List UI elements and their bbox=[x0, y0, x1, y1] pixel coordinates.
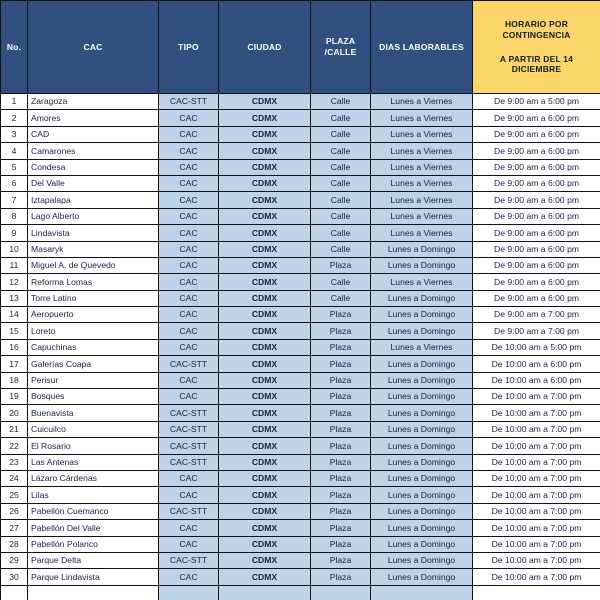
row-cell-plaza[interactable]: Calle bbox=[311, 143, 371, 159]
row-cell-ciudad[interactable]: CDMX bbox=[219, 290, 311, 306]
row-cell-tipo[interactable]: CAC bbox=[159, 520, 219, 536]
row-cell-dias[interactable]: Lunes a Domingo bbox=[371, 520, 473, 536]
row-cell-cac[interactable]: Pabellón Cuemanco bbox=[28, 503, 159, 519]
row-cell-cac[interactable]: Parque Lindavista bbox=[28, 569, 159, 585]
row-cell-dias[interactable]: Lunes a Domingo bbox=[371, 307, 473, 323]
row-cell-ciudad[interactable]: CDMX bbox=[219, 257, 311, 273]
table-row[interactable] bbox=[1, 274, 600, 290]
table-row[interactable] bbox=[1, 438, 600, 454]
row-cell-no[interactable]: 28 bbox=[1, 536, 28, 552]
row-cell-no[interactable]: 11 bbox=[1, 257, 28, 273]
row-cell-no[interactable]: 5 bbox=[1, 159, 28, 175]
row-cell-ciudad[interactable]: CDMX bbox=[219, 208, 311, 224]
row-cell-tipo[interactable]: CAC bbox=[159, 208, 219, 224]
column-header-horario-line3: A PARTIR DEL 14 bbox=[499, 53, 574, 64]
row-cell-tipo[interactable]: CAC bbox=[159, 274, 219, 290]
row-cell-horario[interactable]: De 10:00 am a 7:00 pm bbox=[473, 536, 600, 552]
row-cell-dias[interactable]: Lunes a Domingo bbox=[371, 290, 473, 306]
row-cell-cac[interactable]: Camarones bbox=[28, 143, 159, 159]
row-cell-cac[interactable]: Bosques bbox=[28, 389, 159, 405]
row-cell-tipo[interactable]: CAC bbox=[159, 307, 219, 323]
row-cell-tipo[interactable]: CAC bbox=[159, 257, 219, 273]
row-cell-ciudad[interactable]: CDMX bbox=[219, 94, 311, 110]
row-cell-horario[interactable]: De 9:00 am a 6:00 pm bbox=[473, 159, 600, 175]
row-cell-plaza[interactable]: Plaza bbox=[311, 552, 371, 568]
column-header-plaza-line1: PLAZA bbox=[325, 36, 356, 47]
row-cell-plaza[interactable]: Calle bbox=[311, 290, 371, 306]
row-cell-no[interactable]: 29 bbox=[1, 552, 28, 568]
row-cell-tipo[interactable]: CAC bbox=[159, 470, 219, 486]
row-cell-tipo[interactable]: CAC-STT bbox=[159, 405, 219, 421]
row-cell-horario[interactable]: De 10:00 am a 5:00 pm bbox=[473, 339, 600, 355]
row-cell-cac[interactable]: Masaryk bbox=[28, 241, 159, 257]
row-cell-no[interactable]: 30 bbox=[1, 569, 28, 585]
row-cell-dias[interactable]: Lunes a Domingo bbox=[371, 569, 473, 585]
table-row[interactable] bbox=[1, 470, 600, 486]
row-cell-horario[interactable]: De 9:00 am a 6:00 pm bbox=[473, 208, 600, 224]
row-cell-no[interactable]: 22 bbox=[1, 438, 28, 454]
row-cell-horario[interactable]: De 10:00 am a 7:00 pm bbox=[473, 421, 600, 437]
row-cell-ciudad[interactable]: CDMX bbox=[219, 389, 311, 405]
row-cell-cac[interactable]: Buenavista bbox=[28, 405, 159, 421]
row-cell-plaza[interactable]: Plaza bbox=[311, 372, 371, 388]
row-cell-cac[interactable]: CAD bbox=[28, 126, 159, 142]
row-cell-horario[interactable]: De 9:00 am a 7:00 pm bbox=[473, 323, 600, 339]
column-header-horario-line2: CONTINGENCIA bbox=[502, 29, 571, 40]
row-cell-dias[interactable]: Lunes a Viernes bbox=[371, 110, 473, 126]
row-cell-dias[interactable] bbox=[371, 585, 473, 600]
row-cell-cac[interactable]: Lago Alberto bbox=[28, 208, 159, 224]
row-cell-dias[interactable]: Lunes a Domingo bbox=[371, 241, 473, 257]
row-cell-no[interactable]: 20 bbox=[1, 405, 28, 421]
row-cell-dias[interactable]: Lunes a Viernes bbox=[371, 126, 473, 142]
row-cell-horario[interactable] bbox=[473, 585, 600, 600]
row-cell-tipo[interactable]: CAC bbox=[159, 323, 219, 339]
row-cell-cac[interactable]: Condesa bbox=[28, 159, 159, 175]
table-row[interactable] bbox=[1, 552, 600, 568]
row-cell-no[interactable]: 25 bbox=[1, 487, 28, 503]
row-cell-no[interactable]: 19 bbox=[1, 389, 28, 405]
row-cell-dias[interactable]: Lunes a Domingo bbox=[371, 257, 473, 273]
row-cell-plaza[interactable]: Calle bbox=[311, 175, 371, 191]
row-cell-horario[interactable]: De 9:00 am a 6:00 pm bbox=[473, 274, 600, 290]
table-row[interactable] bbox=[1, 110, 600, 126]
row-cell-tipo[interactable]: CAC-STT bbox=[159, 421, 219, 437]
row-cell-tipo[interactable]: CAC bbox=[159, 569, 219, 585]
row-cell-no[interactable]: 14 bbox=[1, 307, 28, 323]
table-row[interactable] bbox=[1, 307, 600, 323]
row-cell-horario[interactable]: De 10:00 am a 6:00 pm bbox=[473, 356, 600, 372]
row-cell-horario[interactable]: De 10:00 am a 7:00 pm bbox=[473, 520, 600, 536]
row-cell-plaza[interactable]: Plaza bbox=[311, 487, 371, 503]
row-cell-no[interactable]: 24 bbox=[1, 470, 28, 486]
row-cell-ciudad[interactable]: CDMX bbox=[219, 126, 311, 142]
row-cell-dias[interactable]: Lunes a Domingo bbox=[371, 536, 473, 552]
row-cell-plaza[interactable]: Calle bbox=[311, 94, 371, 110]
row-cell-plaza[interactable]: Plaza bbox=[311, 470, 371, 486]
table-row[interactable] bbox=[1, 536, 600, 552]
row-cell-plaza[interactable]: Plaza bbox=[311, 454, 371, 470]
row-cell-cac[interactable]: Lilas bbox=[28, 487, 159, 503]
row-cell-horario[interactable]: De 9:00 am a 6:00 pm bbox=[473, 175, 600, 191]
table-row[interactable] bbox=[1, 192, 600, 208]
row-cell-dias[interactable]: Lunes a Viernes bbox=[371, 208, 473, 224]
row-cell-tipo[interactable]: CAC bbox=[159, 241, 219, 257]
row-cell-plaza[interactable]: Plaza bbox=[311, 339, 371, 355]
row-cell-cac[interactable]: Del Valle bbox=[28, 175, 159, 191]
row-cell-plaza[interactable]: Calle bbox=[311, 225, 371, 241]
row-cell-horario[interactable]: De 9:00 am a 6:00 pm bbox=[473, 290, 600, 306]
row-cell-ciudad[interactable]: CDMX bbox=[219, 323, 311, 339]
row-cell-dias[interactable]: Lunes a Domingo bbox=[371, 421, 473, 437]
row-cell-cac[interactable]: Pabellón Polanco bbox=[28, 536, 159, 552]
row-cell-horario[interactable]: De 9:00 am a 5:00 pm bbox=[473, 94, 600, 110]
row-cell-ciudad[interactable]: CDMX bbox=[219, 470, 311, 486]
row-cell-horario[interactable]: De 9:00 am a 6:00 pm bbox=[473, 143, 600, 159]
row-cell-ciudad[interactable]: CDMX bbox=[219, 536, 311, 552]
row-cell-dias[interactable]: Lunes a Viernes bbox=[371, 143, 473, 159]
row-cell-no[interactable]: 17 bbox=[1, 356, 28, 372]
row-cell-ciudad[interactable]: CDMX bbox=[219, 372, 311, 388]
row-cell-tipo[interactable]: CAC bbox=[159, 110, 219, 126]
row-cell-cac[interactable]: Pabellón Del Valle bbox=[28, 520, 159, 536]
row-cell-ciudad[interactable]: CDMX bbox=[219, 405, 311, 421]
row-cell-no[interactable]: 13 bbox=[1, 290, 28, 306]
row-cell-plaza[interactable] bbox=[311, 585, 371, 600]
row-cell-plaza[interactable]: Calle bbox=[311, 126, 371, 142]
row-cell-tipo[interactable]: CAC-STT bbox=[159, 94, 219, 110]
row-cell-ciudad[interactable]: CDMX bbox=[219, 520, 311, 536]
row-cell-plaza[interactable]: Plaza bbox=[311, 421, 371, 437]
row-cell-ciudad[interactable]: CDMX bbox=[219, 487, 311, 503]
row-cell-ciudad[interactable]: CDMX bbox=[219, 454, 311, 470]
row-cell-ciudad[interactable]: CDMX bbox=[219, 175, 311, 191]
row-cell-dias[interactable]: Lunes a Domingo bbox=[371, 405, 473, 421]
column-header-horario-contingencia bbox=[473, 1, 600, 94]
table-row[interactable] bbox=[1, 454, 600, 470]
row-cell-no[interactable]: 16 bbox=[1, 339, 28, 355]
row-cell-plaza[interactable]: Calle bbox=[311, 241, 371, 257]
row-cell-dias[interactable]: Lunes a Domingo bbox=[371, 552, 473, 568]
table-row[interactable] bbox=[1, 225, 600, 241]
row-cell-cac[interactable]: Reforma Lomas bbox=[28, 274, 159, 290]
table-row[interactable] bbox=[1, 175, 600, 191]
row-cell-dias[interactable]: Lunes a Domingo bbox=[371, 503, 473, 519]
column-header-tipo: TIPO bbox=[159, 1, 219, 94]
row-cell-ciudad[interactable]: CDMX bbox=[219, 421, 311, 437]
row-cell-plaza[interactable]: Plaza bbox=[311, 536, 371, 552]
row-cell-tipo[interactable]: CAC bbox=[159, 175, 219, 191]
row-cell-tipo[interactable]: CAC bbox=[159, 192, 219, 208]
row-cell-tipo[interactable]: CAC-STT bbox=[159, 356, 219, 372]
row-cell-cac[interactable]: Galerías Coapa bbox=[28, 356, 159, 372]
row-cell-ciudad[interactable]: CDMX bbox=[219, 192, 311, 208]
row-cell-cac[interactable]: Parque Delta bbox=[28, 552, 159, 568]
row-cell-ciudad[interactable]: CDMX bbox=[219, 241, 311, 257]
row-cell-dias[interactable]: Lunes a Domingo bbox=[371, 470, 473, 486]
row-cell-plaza[interactable]: Calle bbox=[311, 159, 371, 175]
header-row bbox=[1, 1, 600, 94]
row-cell-ciudad[interactable]: CDMX bbox=[219, 503, 311, 519]
row-cell-horario[interactable]: De 9:00 am a 7:00 pm bbox=[473, 307, 600, 323]
row-cell-plaza[interactable]: Plaza bbox=[311, 307, 371, 323]
row-cell-ciudad[interactable]: CDMX bbox=[219, 159, 311, 175]
row-cell-tipo[interactable]: CAC bbox=[159, 225, 219, 241]
row-cell-dias[interactable]: Lunes a Viernes bbox=[371, 274, 473, 290]
row-cell-tipo[interactable]: CAC bbox=[159, 339, 219, 355]
row-cell-tipo[interactable]: CAC bbox=[159, 126, 219, 142]
row-cell-dias[interactable]: Lunes a Domingo bbox=[371, 356, 473, 372]
row-cell-no[interactable]: 23 bbox=[1, 454, 28, 470]
column-header-plaza-calle bbox=[311, 1, 371, 94]
row-cell-dias[interactable]: Lunes a Domingo bbox=[371, 372, 473, 388]
table-row[interactable] bbox=[1, 520, 600, 536]
row-cell-cac[interactable]: Lázaro Cárdenas bbox=[28, 470, 159, 486]
row-cell-tipo[interactable]: CAC bbox=[159, 159, 219, 175]
row-cell-horario[interactable]: De 9:00 am a 6:00 pm bbox=[473, 192, 600, 208]
column-header-horario-spacer bbox=[474, 41, 599, 54]
row-cell-cac[interactable]: Miguel A. de Quevedo bbox=[28, 257, 159, 273]
table-row[interactable] bbox=[1, 323, 600, 339]
row-cell-ciudad[interactable]: CDMX bbox=[219, 356, 311, 372]
row-cell-ciudad[interactable] bbox=[219, 585, 311, 600]
row-cell-tipo[interactable]: CAC bbox=[159, 143, 219, 159]
row-cell-ciudad[interactable]: CDMX bbox=[219, 225, 311, 241]
table-row[interactable] bbox=[1, 339, 600, 355]
row-cell-plaza[interactable]: Plaza bbox=[311, 323, 371, 339]
row-cell-plaza[interactable]: Plaza bbox=[311, 520, 371, 536]
row-cell-cac[interactable]: Las Antenas bbox=[28, 454, 159, 470]
row-cell-tipo[interactable]: CAC bbox=[159, 487, 219, 503]
row-cell-cac[interactable]: Loreto bbox=[28, 323, 159, 339]
row-cell-cac[interactable]: Zaragoza bbox=[28, 94, 159, 110]
row-cell-horario[interactable]: De 10:00 am a 7:00 pm bbox=[473, 470, 600, 486]
row-cell-horario[interactable]: De 10:00 am a 7:00 pm bbox=[473, 569, 600, 585]
row-cell-tipo[interactable]: CAC-STT bbox=[159, 503, 219, 519]
table-body bbox=[1, 94, 600, 600]
row-cell-ciudad[interactable]: CDMX bbox=[219, 307, 311, 323]
row-cell-cac[interactable] bbox=[28, 585, 159, 600]
row-cell-tipo[interactable]: CAC bbox=[159, 372, 219, 388]
row-cell-plaza[interactable]: Plaza bbox=[311, 389, 371, 405]
row-cell-plaza[interactable]: Plaza bbox=[311, 356, 371, 372]
row-cell-no[interactable]: 4 bbox=[1, 143, 28, 159]
table-row[interactable] bbox=[1, 126, 600, 142]
row-cell-cac[interactable]: Perisur bbox=[28, 372, 159, 388]
row-cell-cac[interactable]: Capuchinas bbox=[28, 339, 159, 355]
row-cell-horario[interactable]: De 10:00 am a 6:00 pm bbox=[473, 372, 600, 388]
row-cell-ciudad[interactable]: CDMX bbox=[219, 110, 311, 126]
column-header-cac: CAC bbox=[28, 1, 159, 94]
column-header-no: No. bbox=[1, 1, 28, 94]
row-cell-plaza[interactable]: Calle bbox=[311, 110, 371, 126]
row-cell-dias[interactable]: Lunes a Domingo bbox=[371, 487, 473, 503]
table-row[interactable] bbox=[1, 421, 600, 437]
row-cell-horario[interactable]: De 9:00 am a 6:00 pm bbox=[473, 110, 600, 126]
table-row[interactable] bbox=[1, 94, 600, 110]
row-cell-no[interactable]: 26 bbox=[1, 503, 28, 519]
row-cell-tipo[interactable]: CAC-STT bbox=[159, 454, 219, 470]
row-cell-plaza[interactable]: Plaza bbox=[311, 503, 371, 519]
row-cell-cac[interactable]: Torre Latino bbox=[28, 290, 159, 306]
row-cell-no[interactable]: 10 bbox=[1, 241, 28, 257]
row-cell-no[interactable]: 12 bbox=[1, 274, 28, 290]
row-cell-dias[interactable]: Lunes a Domingo bbox=[371, 323, 473, 339]
row-cell-no[interactable]: 6 bbox=[1, 175, 28, 191]
row-cell-tipo[interactable]: CAC bbox=[159, 389, 219, 405]
row-cell-cac[interactable]: Lindavista bbox=[28, 225, 159, 241]
row-cell-dias[interactable]: Lunes a Viernes bbox=[371, 339, 473, 355]
row-cell-dias[interactable]: Lunes a Viernes bbox=[371, 94, 473, 110]
row-cell-plaza[interactable]: Plaza bbox=[311, 438, 371, 454]
table-row[interactable] bbox=[1, 208, 600, 224]
row-cell-no[interactable]: 18 bbox=[1, 372, 28, 388]
column-header-horario-line1: HORARIO POR bbox=[504, 19, 569, 30]
table-row[interactable] bbox=[1, 405, 600, 421]
row-cell-horario[interactable]: De 9:00 am a 6:00 pm bbox=[473, 126, 600, 142]
table-header bbox=[1, 1, 600, 94]
row-cell-no[interactable]: 15 bbox=[1, 323, 28, 339]
column-header-ciudad: CIUDAD bbox=[219, 1, 311, 94]
row-cell-horario[interactable]: De 10:00 am a 7:00 pm bbox=[473, 389, 600, 405]
row-cell-cac[interactable]: Aeropuerto bbox=[28, 307, 159, 323]
row-cell-horario[interactable]: De 10:00 am a 7:00 pm bbox=[473, 405, 600, 421]
row-cell-horario[interactable]: De 9:00 am a 6:00 pm bbox=[473, 225, 600, 241]
row-cell-plaza[interactable]: Plaza bbox=[311, 257, 371, 273]
row-cell-no[interactable]: 7 bbox=[1, 192, 28, 208]
row-cell-plaza[interactable]: Calle bbox=[311, 208, 371, 224]
row-cell-dias[interactable]: Lunes a Viernes bbox=[371, 192, 473, 208]
row-cell-no[interactable] bbox=[1, 585, 28, 600]
row-cell-no[interactable]: 27 bbox=[1, 520, 28, 536]
row-cell-dias[interactable]: Lunes a Domingo bbox=[371, 438, 473, 454]
row-cell-cac[interactable]: Cuicuilco bbox=[28, 421, 159, 437]
table-row[interactable] bbox=[1, 389, 600, 405]
table-row[interactable] bbox=[1, 241, 600, 257]
row-cell-ciudad[interactable]: CDMX bbox=[219, 339, 311, 355]
row-cell-ciudad[interactable]: CDMX bbox=[219, 438, 311, 454]
row-cell-no[interactable]: 8 bbox=[1, 208, 28, 224]
table-row[interactable] bbox=[1, 257, 600, 273]
row-cell-horario[interactable]: De 10:00 am a 7:00 pm bbox=[473, 438, 600, 454]
row-cell-cac[interactable]: El Rosario bbox=[28, 438, 159, 454]
column-header-horario-line4: DICIEMBRE bbox=[511, 64, 562, 75]
table-row[interactable] bbox=[1, 372, 600, 388]
row-cell-dias[interactable]: Lunes a Domingo bbox=[371, 454, 473, 470]
row-cell-no[interactable]: 1 bbox=[1, 94, 28, 110]
row-cell-plaza[interactable]: Calle bbox=[311, 192, 371, 208]
column-header-plaza-line2: /CALLE bbox=[324, 47, 357, 57]
row-cell-plaza[interactable]: Calle bbox=[311, 274, 371, 290]
table-row[interactable] bbox=[1, 503, 600, 519]
row-cell-horario[interactable]: De 9:00 am a 6:00 pm bbox=[473, 241, 600, 257]
row-cell-tipo[interactable]: CAC-STT bbox=[159, 552, 219, 568]
row-cell-no[interactable]: 2 bbox=[1, 110, 28, 126]
row-cell-no[interactable]: 9 bbox=[1, 225, 28, 241]
row-cell-tipo[interactable]: CAC bbox=[159, 290, 219, 306]
row-cell-dias[interactable]: Lunes a Viernes bbox=[371, 225, 473, 241]
row-cell-ciudad[interactable]: CDMX bbox=[219, 552, 311, 568]
row-cell-ciudad[interactable]: CDMX bbox=[219, 143, 311, 159]
row-cell-horario[interactable]: De 10:00 am a 7:00 pm bbox=[473, 487, 600, 503]
row-cell-plaza[interactable]: Plaza bbox=[311, 405, 371, 421]
table-row[interactable] bbox=[1, 143, 600, 159]
row-cell-ciudad[interactable]: CDMX bbox=[219, 569, 311, 585]
row-cell-no[interactable]: 3 bbox=[1, 126, 28, 142]
row-cell-dias[interactable]: Lunes a Viernes bbox=[371, 175, 473, 191]
table-row[interactable] bbox=[1, 159, 600, 175]
row-cell-tipo[interactable]: CAC-STT bbox=[159, 438, 219, 454]
table-row[interactable] bbox=[1, 585, 600, 600]
row-cell-cac[interactable]: Amores bbox=[28, 110, 159, 126]
table-row[interactable] bbox=[1, 569, 600, 585]
row-cell-ciudad[interactable]: CDMX bbox=[219, 274, 311, 290]
table-row[interactable] bbox=[1, 290, 600, 306]
row-cell-horario[interactable]: De 9:00 am a 6:00 pm bbox=[473, 257, 600, 273]
table-row[interactable] bbox=[1, 356, 600, 372]
row-cell-dias[interactable]: Lunes a Domingo bbox=[371, 389, 473, 405]
row-cell-horario[interactable]: De 10:00 am a 7:00 pm bbox=[473, 503, 600, 519]
row-cell-cac[interactable]: Iztapalapa bbox=[28, 192, 159, 208]
row-cell-plaza[interactable]: Plaza bbox=[311, 569, 371, 585]
row-cell-dias[interactable]: Lunes a Viernes bbox=[371, 159, 473, 175]
row-cell-horario[interactable]: De 10:00 am a 7:00 pm bbox=[473, 552, 600, 568]
table-row[interactable] bbox=[1, 487, 600, 503]
column-header-dias-laborables: DIAS LABORABLES bbox=[371, 1, 473, 94]
row-cell-tipo[interactable] bbox=[159, 585, 219, 600]
row-cell-horario[interactable]: De 10:00 am a 7:00 pm bbox=[473, 454, 600, 470]
row-cell-tipo[interactable]: CAC bbox=[159, 536, 219, 552]
row-cell-no[interactable]: 21 bbox=[1, 421, 28, 437]
